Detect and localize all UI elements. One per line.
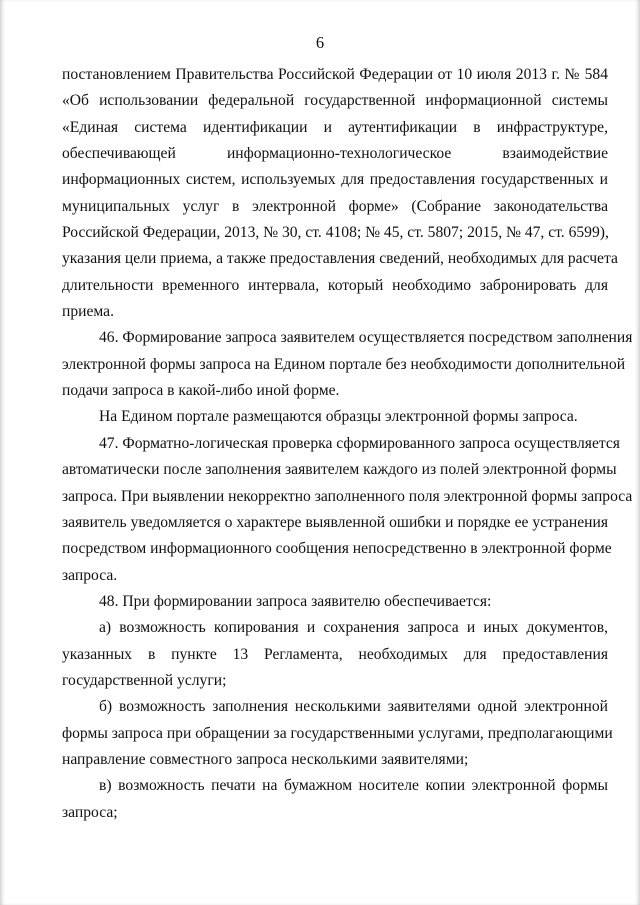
paragraph-p7 [62,773,608,826]
text-line: 47. Форматно-логическая проверка сформированного запроса осуществляется [99,434,620,452]
text-line: «Об использовании федеральной государственной информационной системы [62,92,608,110]
text-line: запроса. При выявлении некорректно заполненного поля электронной формы запроса [62,487,633,505]
text-line: «Единая система идентификации и аутентификации в инфраструктуре, [62,118,608,136]
text-line: направление совместного запроса несколькими заявителями; [62,750,469,768]
text-line: обеспечивающей информационно-технологическое взаимодействие [62,145,608,163]
paragraph-p3 [62,431,633,589]
text-line: информационных систем, используемых для предоставления государственных и [62,171,608,189]
paragraph-p4 [62,589,608,615]
document-body [62,62,633,826]
text-line: Российской Федерации, 2013, № 30, ст. 4108; № 45, ст. 5807; 2015, № 47, ст. 6599), [62,224,609,242]
paragraph-p6 [62,694,613,773]
text-line: б) возможность заполнения несколькими заявителями одной электронной [99,698,608,716]
text-line: а) возможность копирования и сохранения запроса и иных документов, [99,619,608,637]
text-line: указания цели приема, а также предоставления сведений, необходимых для расчета [62,250,618,268]
text-line: запроса. [62,566,118,584]
text-line: муниципальных услуг в электронной форме» (Собрание законодательства [62,197,608,215]
text-line: запроса; [62,803,118,821]
paragraph-p0 [62,62,618,325]
text-line: посредством информационного сообщения непосредственно в электронной форме [62,540,612,558]
text-line: На Едином портале размещаются образцы электронной формы запроса. [99,408,578,426]
text-line: заявитель уведомляется о характере выявленной ошибки и порядке ее устранения [62,513,608,531]
paragraph-p1 [62,325,633,404]
paragraph-p2 [62,404,608,430]
page-number: 6 [315,33,325,52]
text-line: формы запроса при обращении за государственными услугами, предполагающими [62,724,613,742]
paragraph-p5 [62,615,608,694]
text-line: приема. [62,303,114,321]
text-line: длительности временного интервала, который необходимо забронировать для [62,276,608,294]
text-line: подачи запроса в какой-либо иной форме. [62,382,340,400]
text-line: 48. При формировании запроса заявителю обеспечивается: [99,592,492,610]
text-line: автоматически после заполнения заявителем каждого из полей электронной формы [62,461,617,479]
text-line: постановлением Правительства Российской Федерации от 10 июля 2013 г. № 584 [62,66,608,83]
text-line: государственной услуги; [62,671,227,689]
text-line: в) возможность печати на бумажном носителе копии электронной формы [99,777,608,795]
text-line: 46. Формирование запроса заявителем осуществляется посредством заполнения [99,329,633,347]
text-line: электронной формы запроса на Едином портале без необходимости дополнительной [62,355,626,373]
text-line: указанных в пункте 13 Регламента, необходимых для предоставления [62,645,608,663]
